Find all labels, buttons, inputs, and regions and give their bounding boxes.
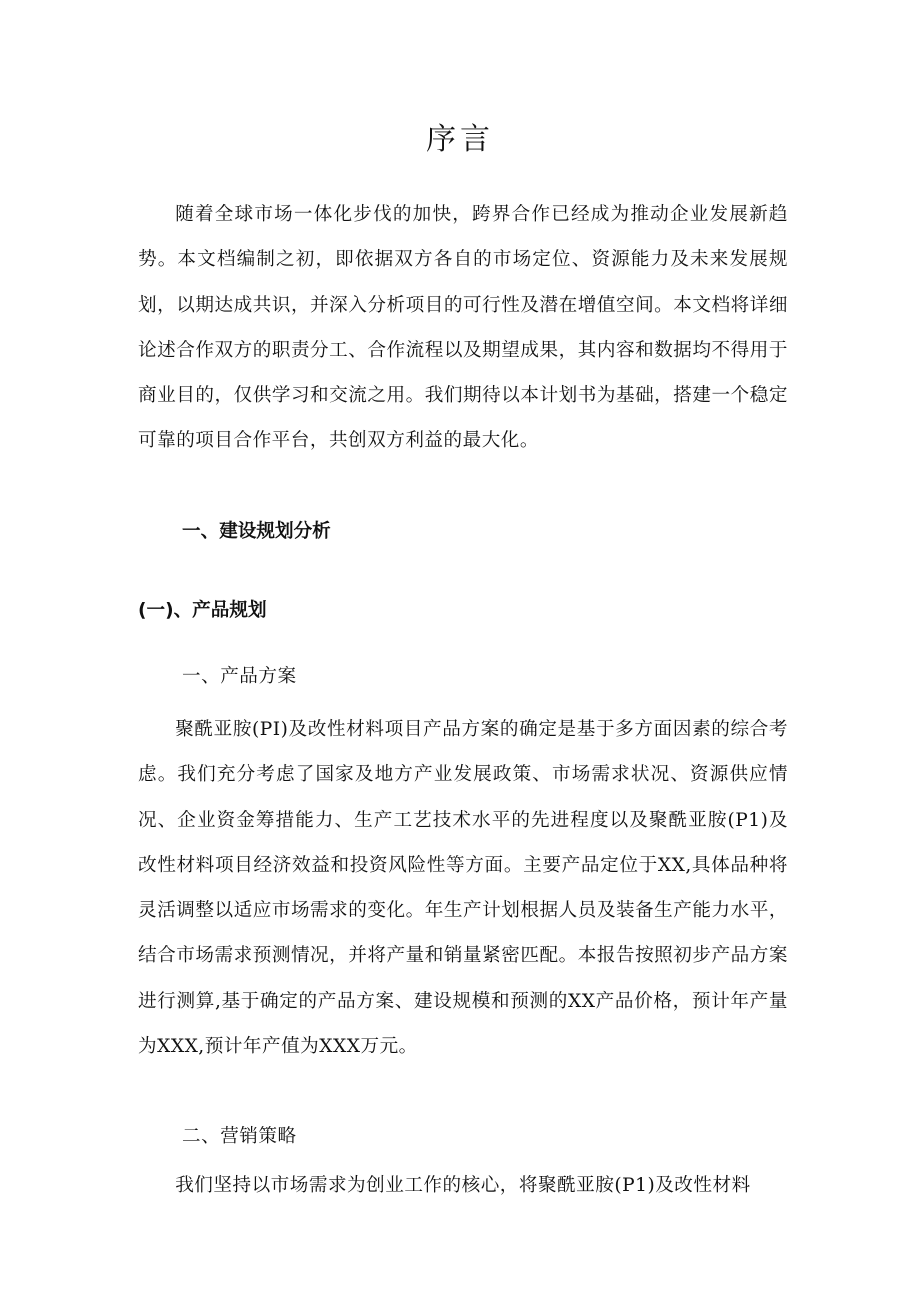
marketing-paragraph: 我们坚持以市场需求为创业工作的核心，将聚酰亚胺(P1)及改性材料: [175, 1175, 751, 1196]
section-heading: 一、建设规划分析: [182, 521, 331, 542]
product-plan-paragraph: 聚酰亚胺(PI)及改性材料项目产品方案的确定是基于多方面因素的综合考虑。我们充分考虑了国家及地方产业发展政策、市场需求状况、资源供应情况、企业资金筹措能力、生产工艺技术水平的先进程度以及聚酰亚胺(P1)及改性材料项目经济效益和投资风险性等方面。主要产品定位于XX,具体品种将灵活调整以适应市场需求的变化。年生产计划根据人员及装备生产能力水平，结合市场需求预测情况，并将产量和销量紧密匹配。本报告按照初步产品方案进行测算,基于确定的产品方案、建设规模和预测的XX产品价格，预计年产量为XXX,预计年产值为XXX万元。: [138, 719, 788, 1058]
intro-paragraph: 随着全球市场一体化步伐的加快，跨界合作已经成为推动企业发展新趋势。本文档编制之初，即依据双方各自的市场定位、资源能力及未来发展规划，以期达成共识，并深入分析项目的可行性及潜在增值空间。本文档将详细论述合作双方的职责分工、合作流程以及期望成果，其内容和数据均不得用于商业目的，仅供学习和交流之用。我们期待以本计划书为基础，搭建一个稳定可靠的项目合作平台，共创双方利益的最大化。: [138, 204, 788, 452]
item-heading-marketing: 二、营销策略: [182, 1126, 297, 1147]
subsection-heading: (一)、产品规划: [138, 600, 267, 621]
page-title: 序言: [426, 122, 494, 157]
item-heading-product-plan: 一、产品方案: [182, 666, 297, 687]
